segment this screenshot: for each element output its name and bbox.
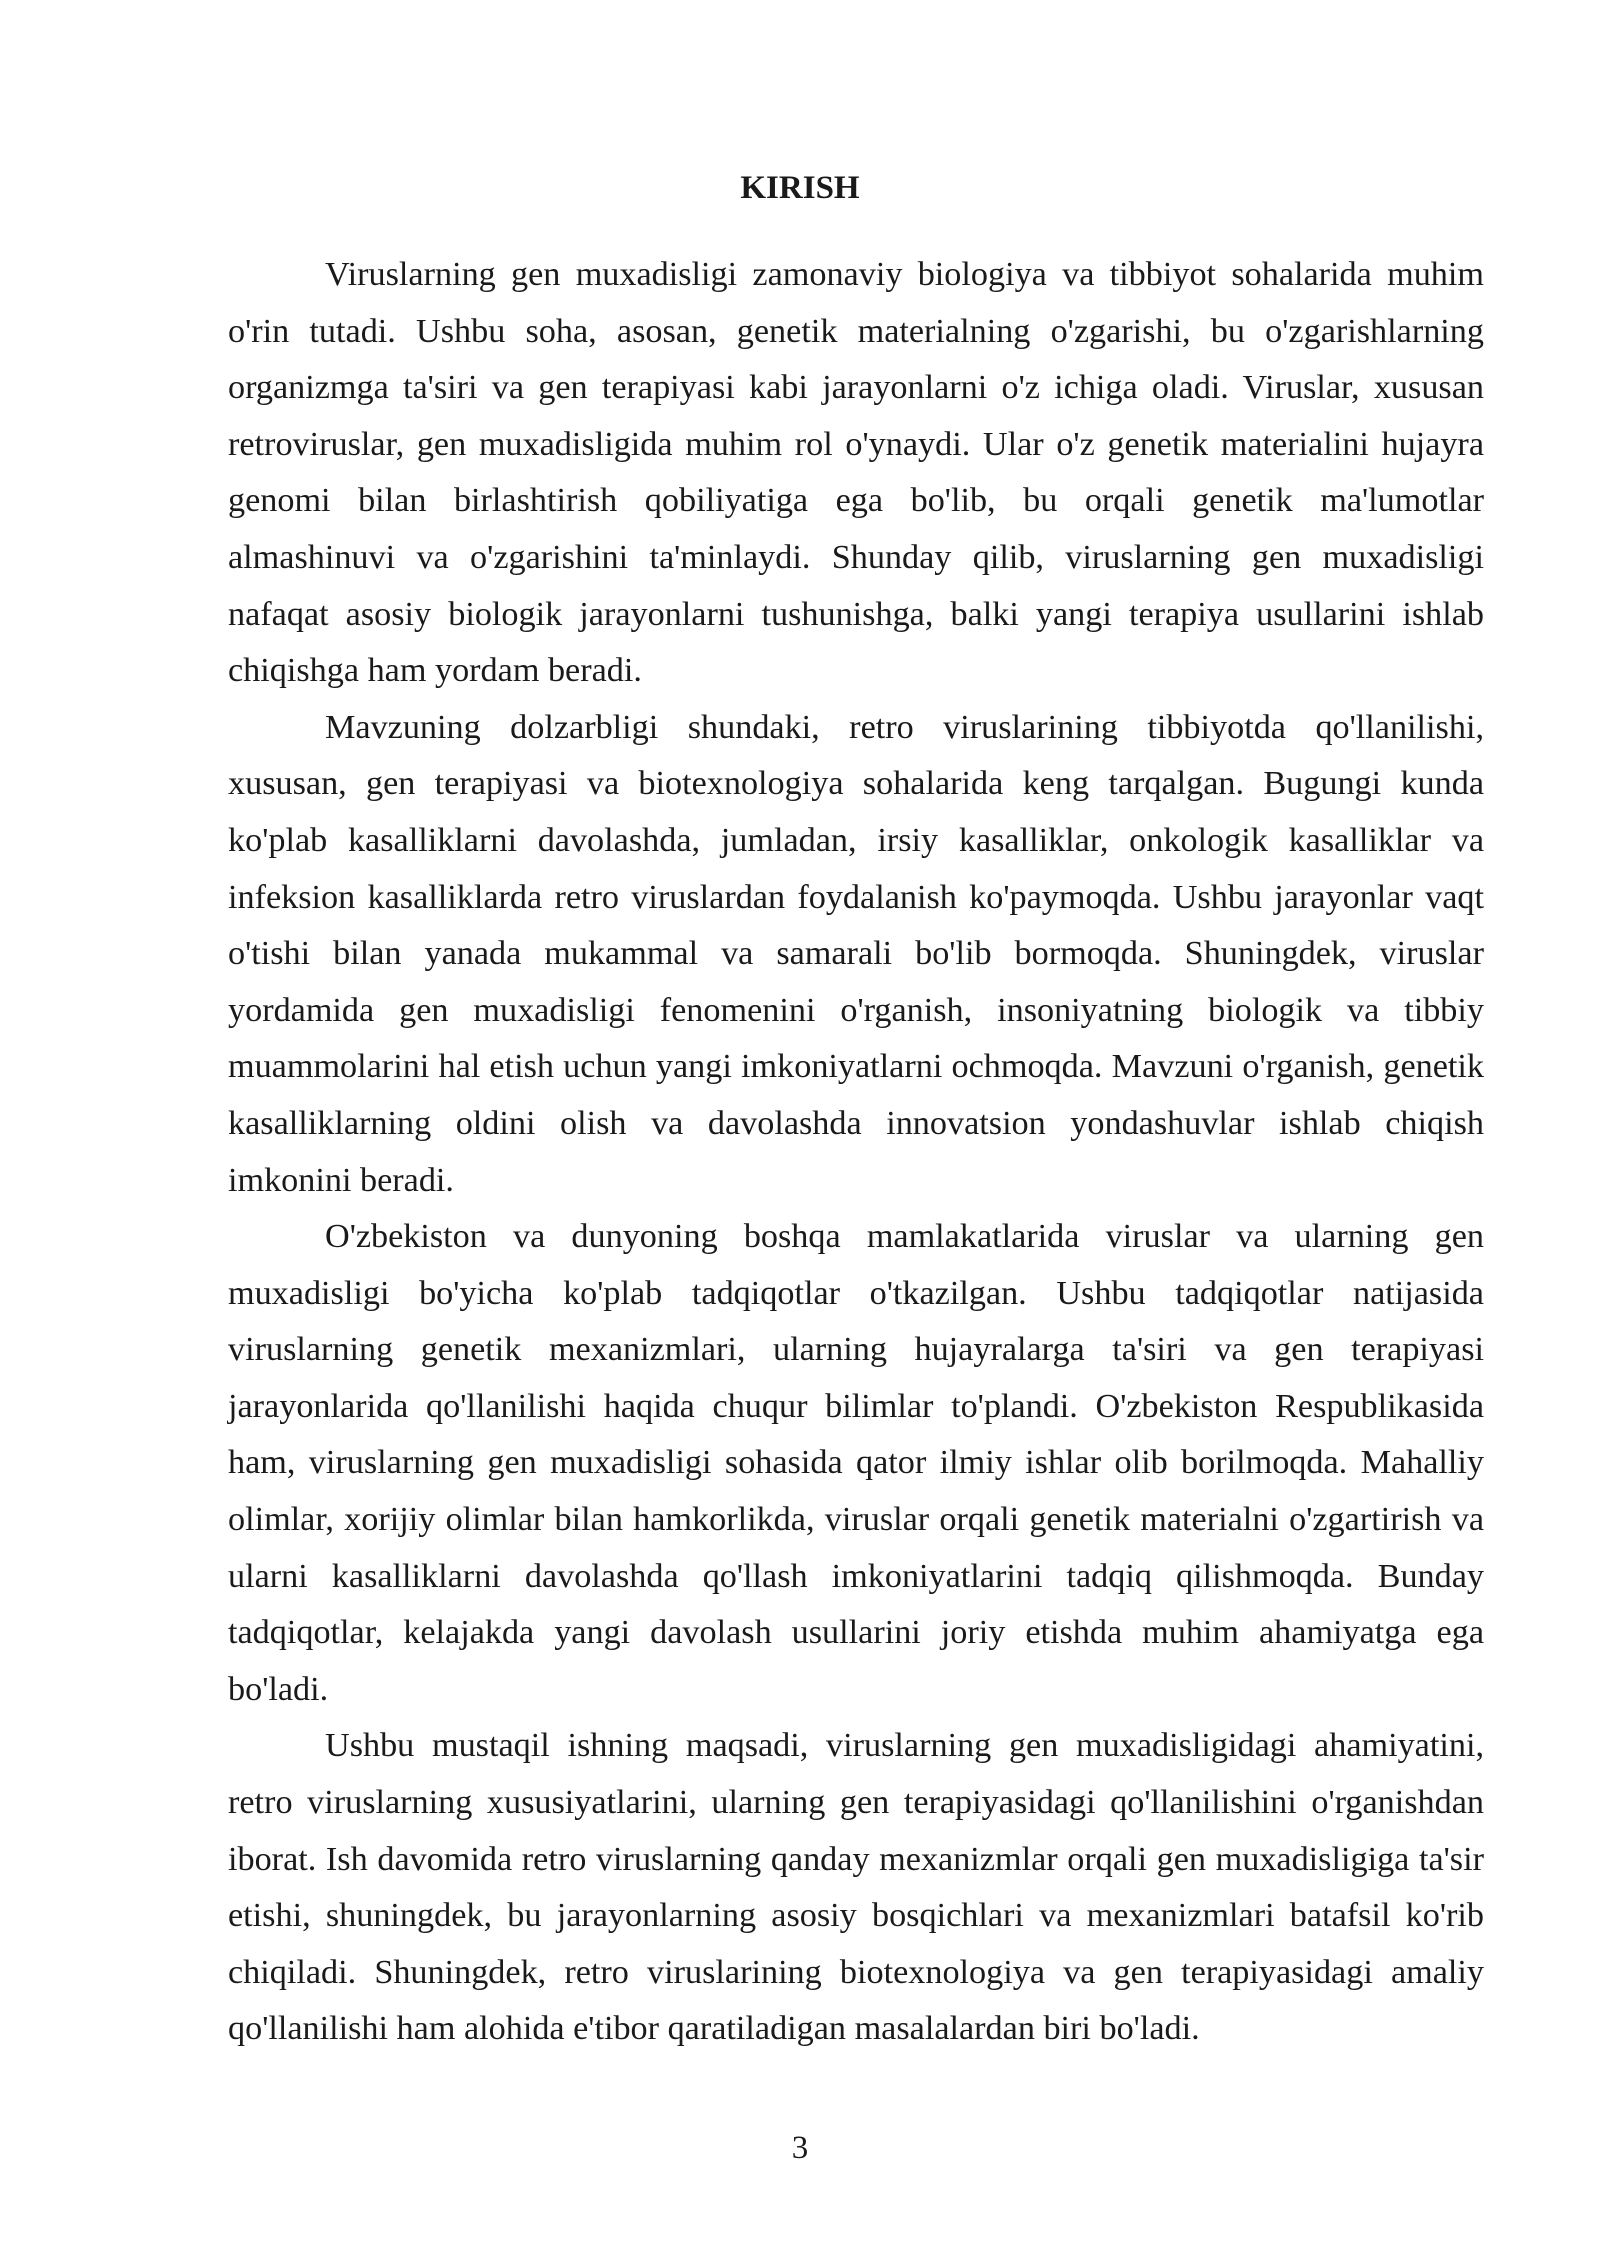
body-text [228, 247, 1484, 2058]
page-title: KIRISH [740, 170, 860, 206]
page-number: 3 [791, 2130, 809, 2166]
paragraph-2: Mavzuning dolzarbligi shundaki, retro viruslarining tibbiyotda qo'llanilishi, xususan, gen terapiyasi va biotexnologiya sohalarida keng tarqalgan. Bugungi kunda ko'plab kasalliklarni davolashda, jumladan, irsiy kasalliklar, onkologik kasalliklar va infeksion kasalliklarda retro viruslardan foydalanish ko'paymoqda. Ushbu jarayonlar vaqt o'tishi bilan yanada mukammal va samarali bo'lib bormoqda. Shuningdek, viruslar yordamida gen muxadisligi fenomenini o'rganish, insoniyatning biologik va tibbiy muammolarini hal etish uchun yangi imkoniyatlarni ochmoqda. Mavzuni o'rganish, genetik kasalliklarning oldini olish va davolashda innovatsion yondashuvlar ishlab chiqish imkonini beradi. [228, 708, 1484, 1199]
paragraph-3: O'zbekiston va dunyoning boshqa mamlakatlarida viruslar va ularning gen muxadisligi bo'yicha ko'plab tadqiqotlar o'tkazilgan. Ushbu tadqiqotlar natijasida viruslarning genetik mexanizmlari, ularning hujayralarga ta'siri va gen terapiyasi jarayonlarida qo'llanilishi haqida chuqur bilimlar to'plandi. O'zbekiston Respublikasida ham, viruslarning gen muxadisligi sohasida qator ilmiy ishlar olib borilmoqda. Mahalliy olimlar, xorijiy olimlar bilan hamkorlikda, viruslar orqali genetik materialni o'zgartirish va ularni kasalliklarni davolashda qo'llash imkoniyatlarini tadqiq qilishmoqda. Bunday tadqiqotlar, kelajakda yangi davolash usullarini joriy etishda muhim ahamiyatga ega bo'ladi. [228, 1218, 1484, 1708]
paragraph-4: Ushbu mustaqil ishning maqsadi, viruslarning gen muxadisligidagi ahamiyatini, retro viruslarning xususiyatlarini, ularning gen terapiyasidagi qo'llanilishini o'rganishdan iborat. Ish davomida retro viruslarning qanday mexanizmlar orqali gen muxadisligiga ta'sir etishi, shuningdek, bu jarayonlarning asosiy bosqichlari va mexanizmlari batafsil ko'rib chiqiladi. Shuningdek, retro viruslarining biotexnologiya va gen terapiyasidagi amaliy qo'llanilishi ham alohida e'tibor qaratiladigan masalalardan biri bo'ladi. [228, 1727, 1484, 2048]
paragraph-1: Viruslarning gen muxadisligi zamonaviy biologiya va tibbiyot sohalarida muhim o'rin tutadi. Ushbu soha, asosan, genetik materialning o'zgarishi, bu o'zgarishlarning organizmga ta'siri va gen terapiyasi kabi jarayonlarni o'z ichiga oladi. Viruslar, xususan retroviruslar, gen muxadisligida muhim rol o'ynaydi. Ular o'z genetik materialini hujayra genomi bilan birlashtirish qobiliyatiga ega bo'lib, bu orqali genetik ma'lumotlar almashinuvi va o'zgarishini ta'minlaydi. Shunday qilib, viruslarning gen muxadisligi nafaqat asosiy biologik jarayonlarni tushunishga, balki yangi terapiya usullarini ishlab chiqishga ham yordam beradi. [228, 256, 1484, 690]
